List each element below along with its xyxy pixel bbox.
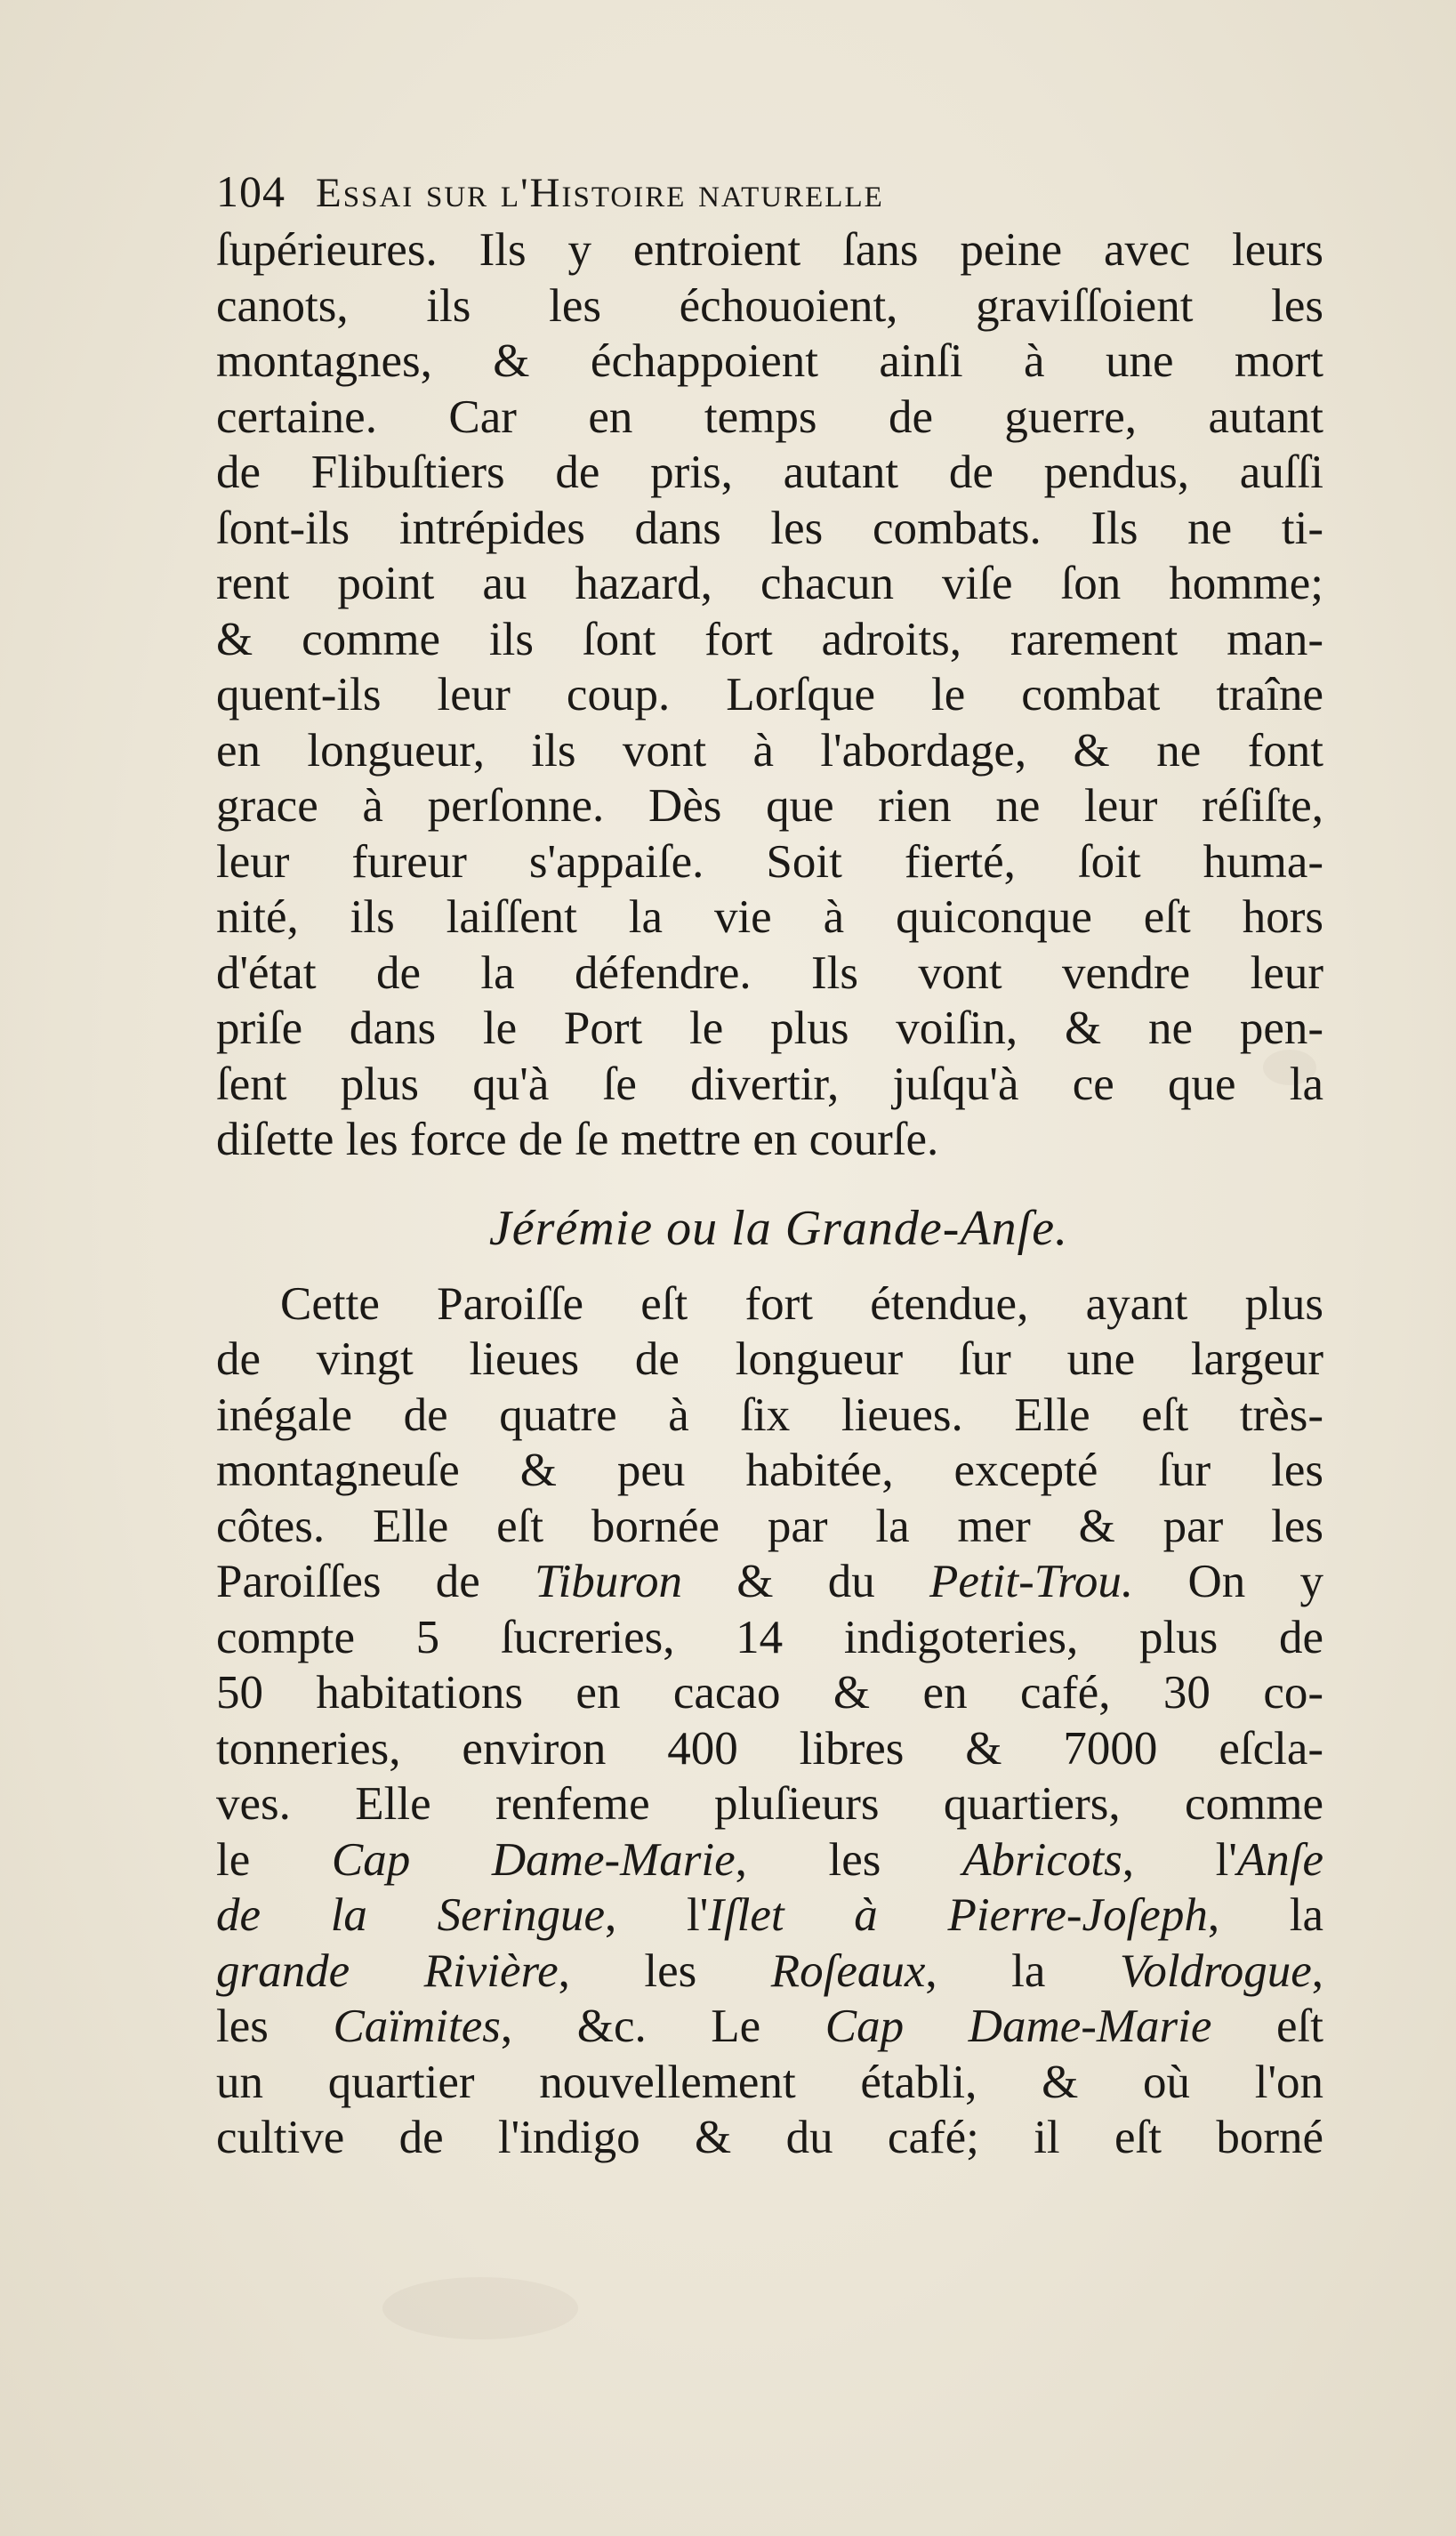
text-line: nité, ils laiſſent la vie à quiconque eſt hors	[216, 891, 1323, 943]
text-line: en longueur, ils vont à l'abordage, & ne font	[216, 724, 1323, 777]
section-heading: Jérémie ou la Grande-Anſe.	[488, 1200, 1069, 1256]
text-line: diſette les force de ſe mettre en courſe.	[216, 1114, 939, 1165]
place-name: Anſe	[1236, 1833, 1324, 1886]
text-span: ,	[1311, 1944, 1323, 1997]
text-span: & du	[681, 1556, 929, 1607]
text-line: côtes. Elle eſt bornée par la mer & par les	[216, 1500, 1323, 1552]
running-title: Essai sur l'Histoire naturelle	[316, 170, 884, 216]
text-span: eſt	[1211, 2001, 1323, 2052]
text-span: les	[216, 2001, 334, 2052]
text-line: & comme ils ſont fort adroits, rarement man-	[216, 613, 1323, 665]
text-line	[216, 1554, 1323, 1610]
text-line: quent-ils leur coup. Lorſque le combat traîne	[216, 669, 1323, 721]
text-line: montagneuſe & peu habitée, excepté ſur les	[216, 1445, 1323, 1496]
text-span: , l'	[1122, 1833, 1237, 1886]
text-line: certaine. Car en temps de guerre, autant	[216, 390, 1323, 443]
place-name: de la Seringue	[216, 1889, 606, 1941]
text-line	[216, 1888, 1323, 1944]
text-line: ſupérieures. Ils y entroient ſans peine avec leurs	[216, 224, 1323, 276]
text-span: On y	[1133, 1556, 1323, 1607]
paragraph-1	[216, 222, 1323, 1168]
text-line	[216, 1944, 1323, 2000]
text-line: priſe dans le Port le plus voiſin, & ne pen-	[216, 1002, 1323, 1054]
text-line: un quartier nouvellement établi, & où l'on	[216, 2056, 1323, 2108]
text-line: rent point au hazard, chacun viſe ſon homme;	[216, 558, 1323, 609]
place-name: Voldrogue	[1119, 1944, 1312, 1997]
text-line: grace à perſonne. Dès que rien ne leur réſiſte,	[216, 780, 1323, 832]
text-span: , les	[735, 1833, 963, 1886]
text-line: de Flibuſtiers de pris, autant de pendus, auſſi	[216, 447, 1323, 498]
place-name: Tiburon	[535, 1556, 682, 1607]
text-span: , la	[925, 1944, 1120, 1997]
text-line: Cette Paroiſſe eſt fort étendue, ayant plus	[280, 1277, 1323, 1330]
place-name: Caïmites	[333, 2001, 501, 2052]
text-line: 50 habitations en cacao & en café, 30 co-	[216, 1667, 1323, 1719]
text-line	[216, 1999, 1323, 2055]
running-head	[216, 165, 1323, 222]
text-span: , &c. Le	[500, 2001, 825, 2052]
place-name: Petit-Trou.	[929, 1556, 1134, 1607]
text-line: tonneries, environ 400 libres & 7000 eſcla-	[216, 1722, 1323, 1775]
paper-stain	[382, 2277, 578, 2339]
text-line: ſont-ils intrépides dans les combats. Ils ne ti-	[216, 502, 1323, 554]
place-name: Abricots	[962, 1833, 1122, 1886]
place-name: grande Rivière	[216, 1944, 559, 1997]
text-line: canots, ils les échouoient, graviſſoient les	[216, 279, 1323, 332]
spacer	[216, 1264, 1323, 1276]
text-block	[216, 165, 1323, 2166]
place-name: Cap Dame-Marie	[825, 2001, 1212, 2052]
text-line: inégale de quatre à ſix lieues. Elle eſt très-	[216, 1389, 1323, 1441]
place-name: Iſlet à Pierre-Joſeph	[708, 1889, 1208, 1941]
text-span: Paroiſſes de	[216, 1556, 535, 1607]
paragraph-2	[216, 1276, 1323, 2166]
text-line: ves. Elle renfeme pluſieurs quartiers, comme	[216, 1778, 1323, 1830]
text-span: , les	[558, 1944, 771, 1997]
text-span: le	[216, 1833, 332, 1886]
text-line: ſent plus qu'à ſe divertir, juſqu'à ce que la	[216, 1058, 1323, 1110]
place-name: Roſeaux	[770, 1944, 926, 1997]
text-line: compte 5 ſucreries, 14 indigoteries, plus de	[216, 1611, 1323, 1663]
text-line: montagnes, & échappoient ainſi à une mort	[216, 335, 1323, 387]
text-line: de vingt lieues de longueur ſur une largeur	[216, 1333, 1323, 1385]
text-span: , l'	[605, 1889, 709, 1941]
place-name: Cap Dame-Marie	[331, 1833, 736, 1886]
text-span: , la	[1207, 1889, 1324, 1941]
text-line: cultive de l'indigo & du café; il eſt borné	[216, 2112, 1323, 2163]
text-line: d'état de la défendre. Ils vont vendre leur	[216, 946, 1323, 999]
text-line: leur fureur s'appaiſe. Soit fierté, ſoit huma-	[216, 835, 1323, 888]
text-line	[216, 1832, 1323, 1888]
spacer	[216, 1168, 1323, 1193]
page-number: 104	[216, 166, 286, 216]
